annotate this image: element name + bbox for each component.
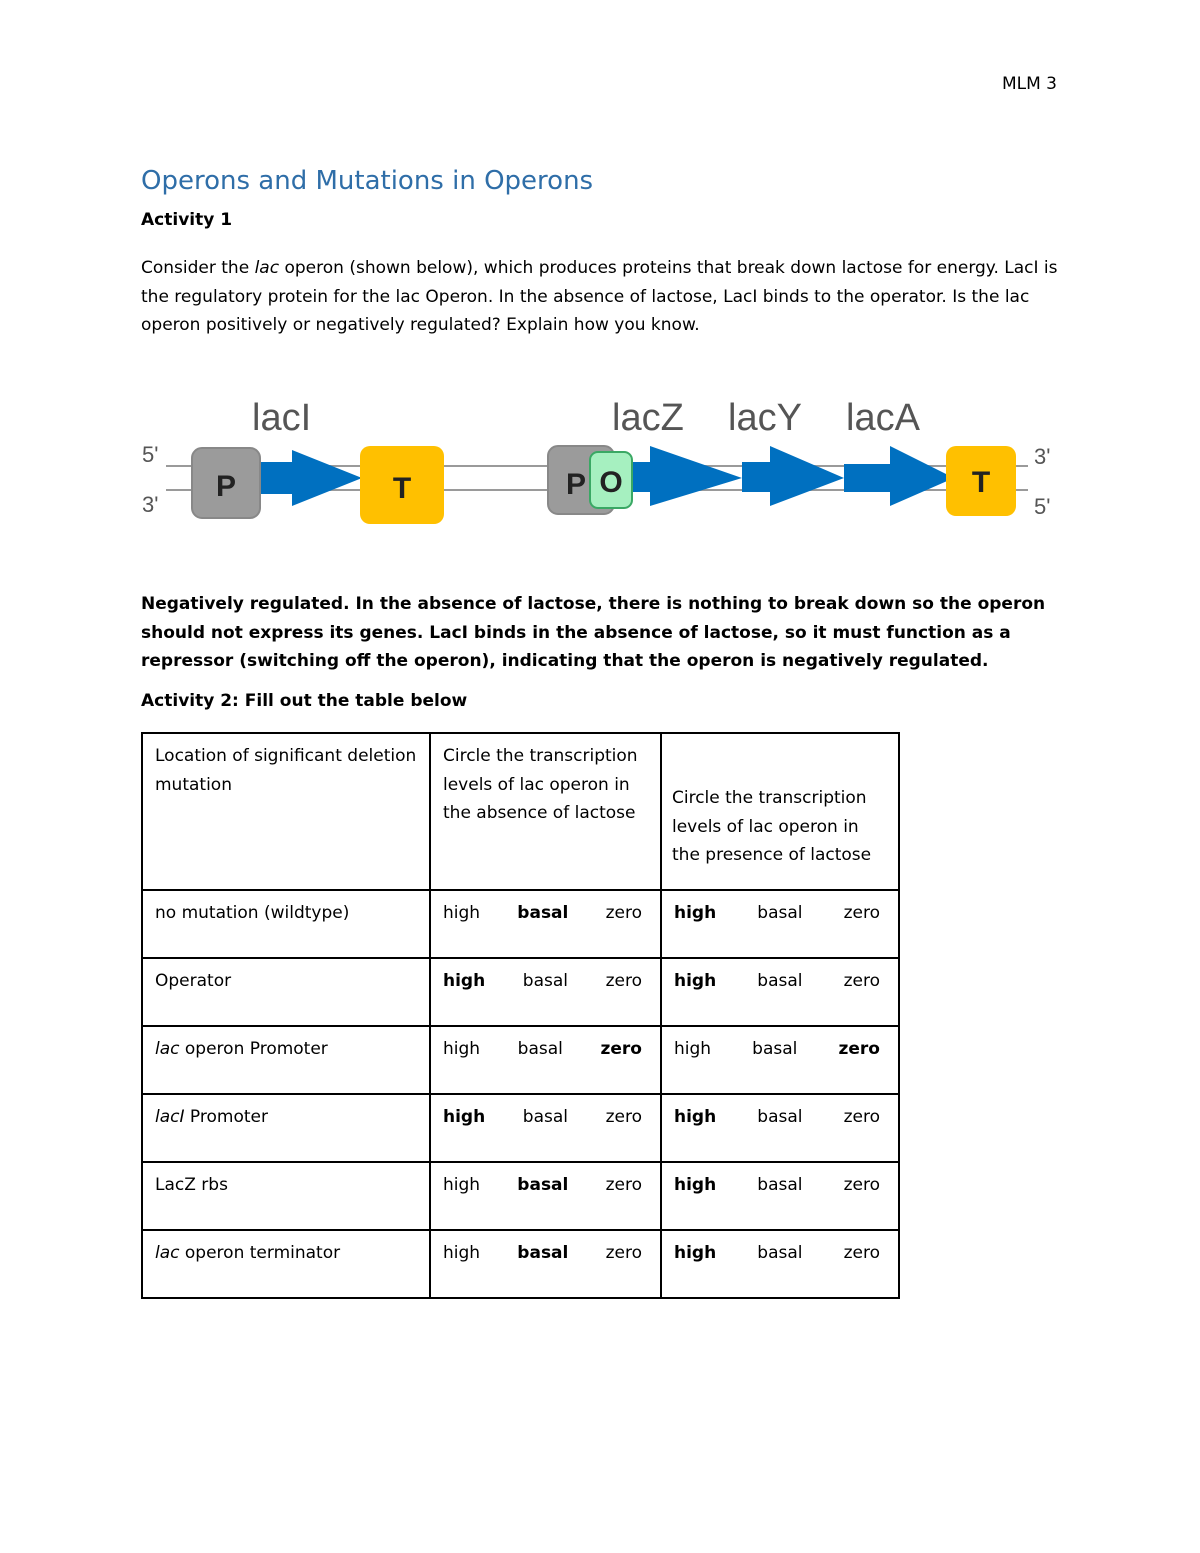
gene-label-laci: lacI <box>252 397 312 439</box>
level-option-basal[interactable]: basal <box>757 1107 803 1127</box>
header-location: Location of significant deletion mutation <box>155 746 417 795</box>
header-presence: Circle the transcription levels of lac operon in the presence of lactose <box>672 788 872 865</box>
mutation-location: lac operon Promoter <box>155 1039 328 1059</box>
document-title: Operons and Mutations in Operons <box>141 166 594 196</box>
level-option-zero[interactable]: zero <box>843 903 880 923</box>
level-option-high[interactable]: high <box>443 1243 481 1263</box>
level-option-basal[interactable]: basal <box>522 1107 568 1127</box>
strand-end-3-right: 3' <box>1034 444 1051 469</box>
level-option-zero[interactable]: zero <box>838 1039 880 1059</box>
table-row <box>142 958 899 1026</box>
level-option-basal[interactable]: basal <box>757 903 803 923</box>
promoter-label-1: P <box>215 470 237 503</box>
table-header-row <box>142 733 899 890</box>
level-option-zero[interactable]: zero <box>843 1175 880 1195</box>
presence-level-options <box>662 891 898 927</box>
level-option-basal[interactable]: basal <box>757 1175 803 1195</box>
presence-level-options <box>662 1163 898 1199</box>
level-option-zero[interactable]: zero <box>605 903 642 923</box>
level-option-high[interactable]: high <box>443 1107 486 1127</box>
gene-arrow-lacy <box>742 446 844 506</box>
level-option-high[interactable]: high <box>443 903 481 923</box>
absence-level-options <box>431 959 660 995</box>
level-option-zero[interactable]: zero <box>605 971 642 991</box>
gene-arrow-laci <box>256 450 362 506</box>
mutation-location: lac operon terminator <box>155 1243 341 1263</box>
strand-end-3-left: 3' <box>142 492 159 517</box>
activity-1-question: Consider the lac operon (shown below), which produces proteins that break down lactose for energy. LacI is the regulatory protein for the lac Operon. In the absence of lactose, LacI binds to the operator. Is the lac operon positively or negatively regulated? Explain how you know. <box>141 258 1058 335</box>
operator-label: O <box>599 466 623 499</box>
absence-level-options <box>431 1095 660 1131</box>
level-option-high[interactable]: high <box>674 903 717 923</box>
level-option-high[interactable]: high <box>674 971 717 991</box>
presence-level-options <box>662 1231 898 1267</box>
table-row <box>142 1026 899 1094</box>
level-option-basal[interactable]: basal <box>517 1243 569 1263</box>
presence-level-options <box>662 1095 898 1131</box>
promoter-label-2: P <box>565 468 587 501</box>
mutation-table <box>141 732 900 1299</box>
terminator-label-2: T <box>971 466 991 499</box>
level-option-basal[interactable]: basal <box>757 1243 803 1263</box>
presence-level-options <box>662 959 898 995</box>
absence-level-options <box>431 1027 660 1063</box>
gene-arrow-laca <box>844 446 954 506</box>
mutation-location: no mutation (wildtype) <box>155 903 350 923</box>
activity-1-answer: Negatively regulated. In the absence of lactose, there is nothing to break down so the operon should not express its genes. LacI binds in the absence of lactose, so it must function as a repressor (switching off the operon), indicating that the operon is negatively regulated. <box>141 594 1046 671</box>
absence-level-options <box>431 1163 660 1199</box>
level-option-basal[interactable]: basal <box>757 971 803 991</box>
level-option-zero[interactable]: zero <box>843 971 880 991</box>
lac-operon-diagram <box>130 390 1070 530</box>
level-option-high[interactable]: high <box>674 1107 717 1127</box>
level-option-zero[interactable]: zero <box>843 1243 880 1263</box>
level-option-high[interactable]: high <box>443 1175 481 1195</box>
mutation-location: Operator <box>155 971 232 991</box>
absence-level-options <box>431 1231 660 1267</box>
level-option-high[interactable]: high <box>443 1039 481 1059</box>
activity-2-heading: Activity 2: Fill out the table below <box>141 691 468 711</box>
gene-label-laca: lacA <box>846 397 920 439</box>
header-absence: Circle the transcription levels of lac operon in the absence of lactose <box>443 746 638 823</box>
level-option-high[interactable]: high <box>674 1175 717 1195</box>
strand-end-5-left: 5' <box>142 442 159 467</box>
level-option-zero[interactable]: zero <box>843 1107 880 1127</box>
level-option-zero[interactable]: zero <box>605 1243 642 1263</box>
strand-end-5-right: 5' <box>1034 494 1051 519</box>
level-option-high[interactable]: high <box>674 1039 712 1059</box>
activity-1-heading: Activity 1 <box>141 210 233 230</box>
level-option-zero[interactable]: zero <box>600 1039 642 1059</box>
table-row <box>142 890 899 958</box>
level-option-basal[interactable]: basal <box>522 971 568 991</box>
gene-label-lacy: lacY <box>728 397 802 439</box>
gene-label-lacz: lacZ <box>612 397 684 439</box>
presence-level-options <box>662 1027 898 1063</box>
table-row <box>142 1094 899 1162</box>
level-option-zero[interactable]: zero <box>605 1107 642 1127</box>
level-option-basal[interactable]: basal <box>752 1039 798 1059</box>
level-option-basal[interactable]: basal <box>517 1175 569 1195</box>
terminator-label-1: T <box>392 472 412 505</box>
table-row <box>142 1230 899 1298</box>
mutation-location: LacZ rbs <box>155 1175 228 1195</box>
absence-level-options <box>431 891 660 927</box>
page-header-label: MLM 3 <box>1001 74 1057 94</box>
level-option-basal[interactable]: basal <box>517 903 569 923</box>
level-option-high[interactable]: high <box>674 1243 717 1263</box>
level-option-basal[interactable]: basal <box>517 1039 563 1059</box>
gene-arrow-lacz <box>630 446 742 506</box>
level-option-zero[interactable]: zero <box>605 1175 642 1195</box>
level-option-high[interactable]: high <box>443 971 486 991</box>
table-row <box>142 1162 899 1230</box>
mutation-location: lacI Promoter <box>155 1107 268 1127</box>
